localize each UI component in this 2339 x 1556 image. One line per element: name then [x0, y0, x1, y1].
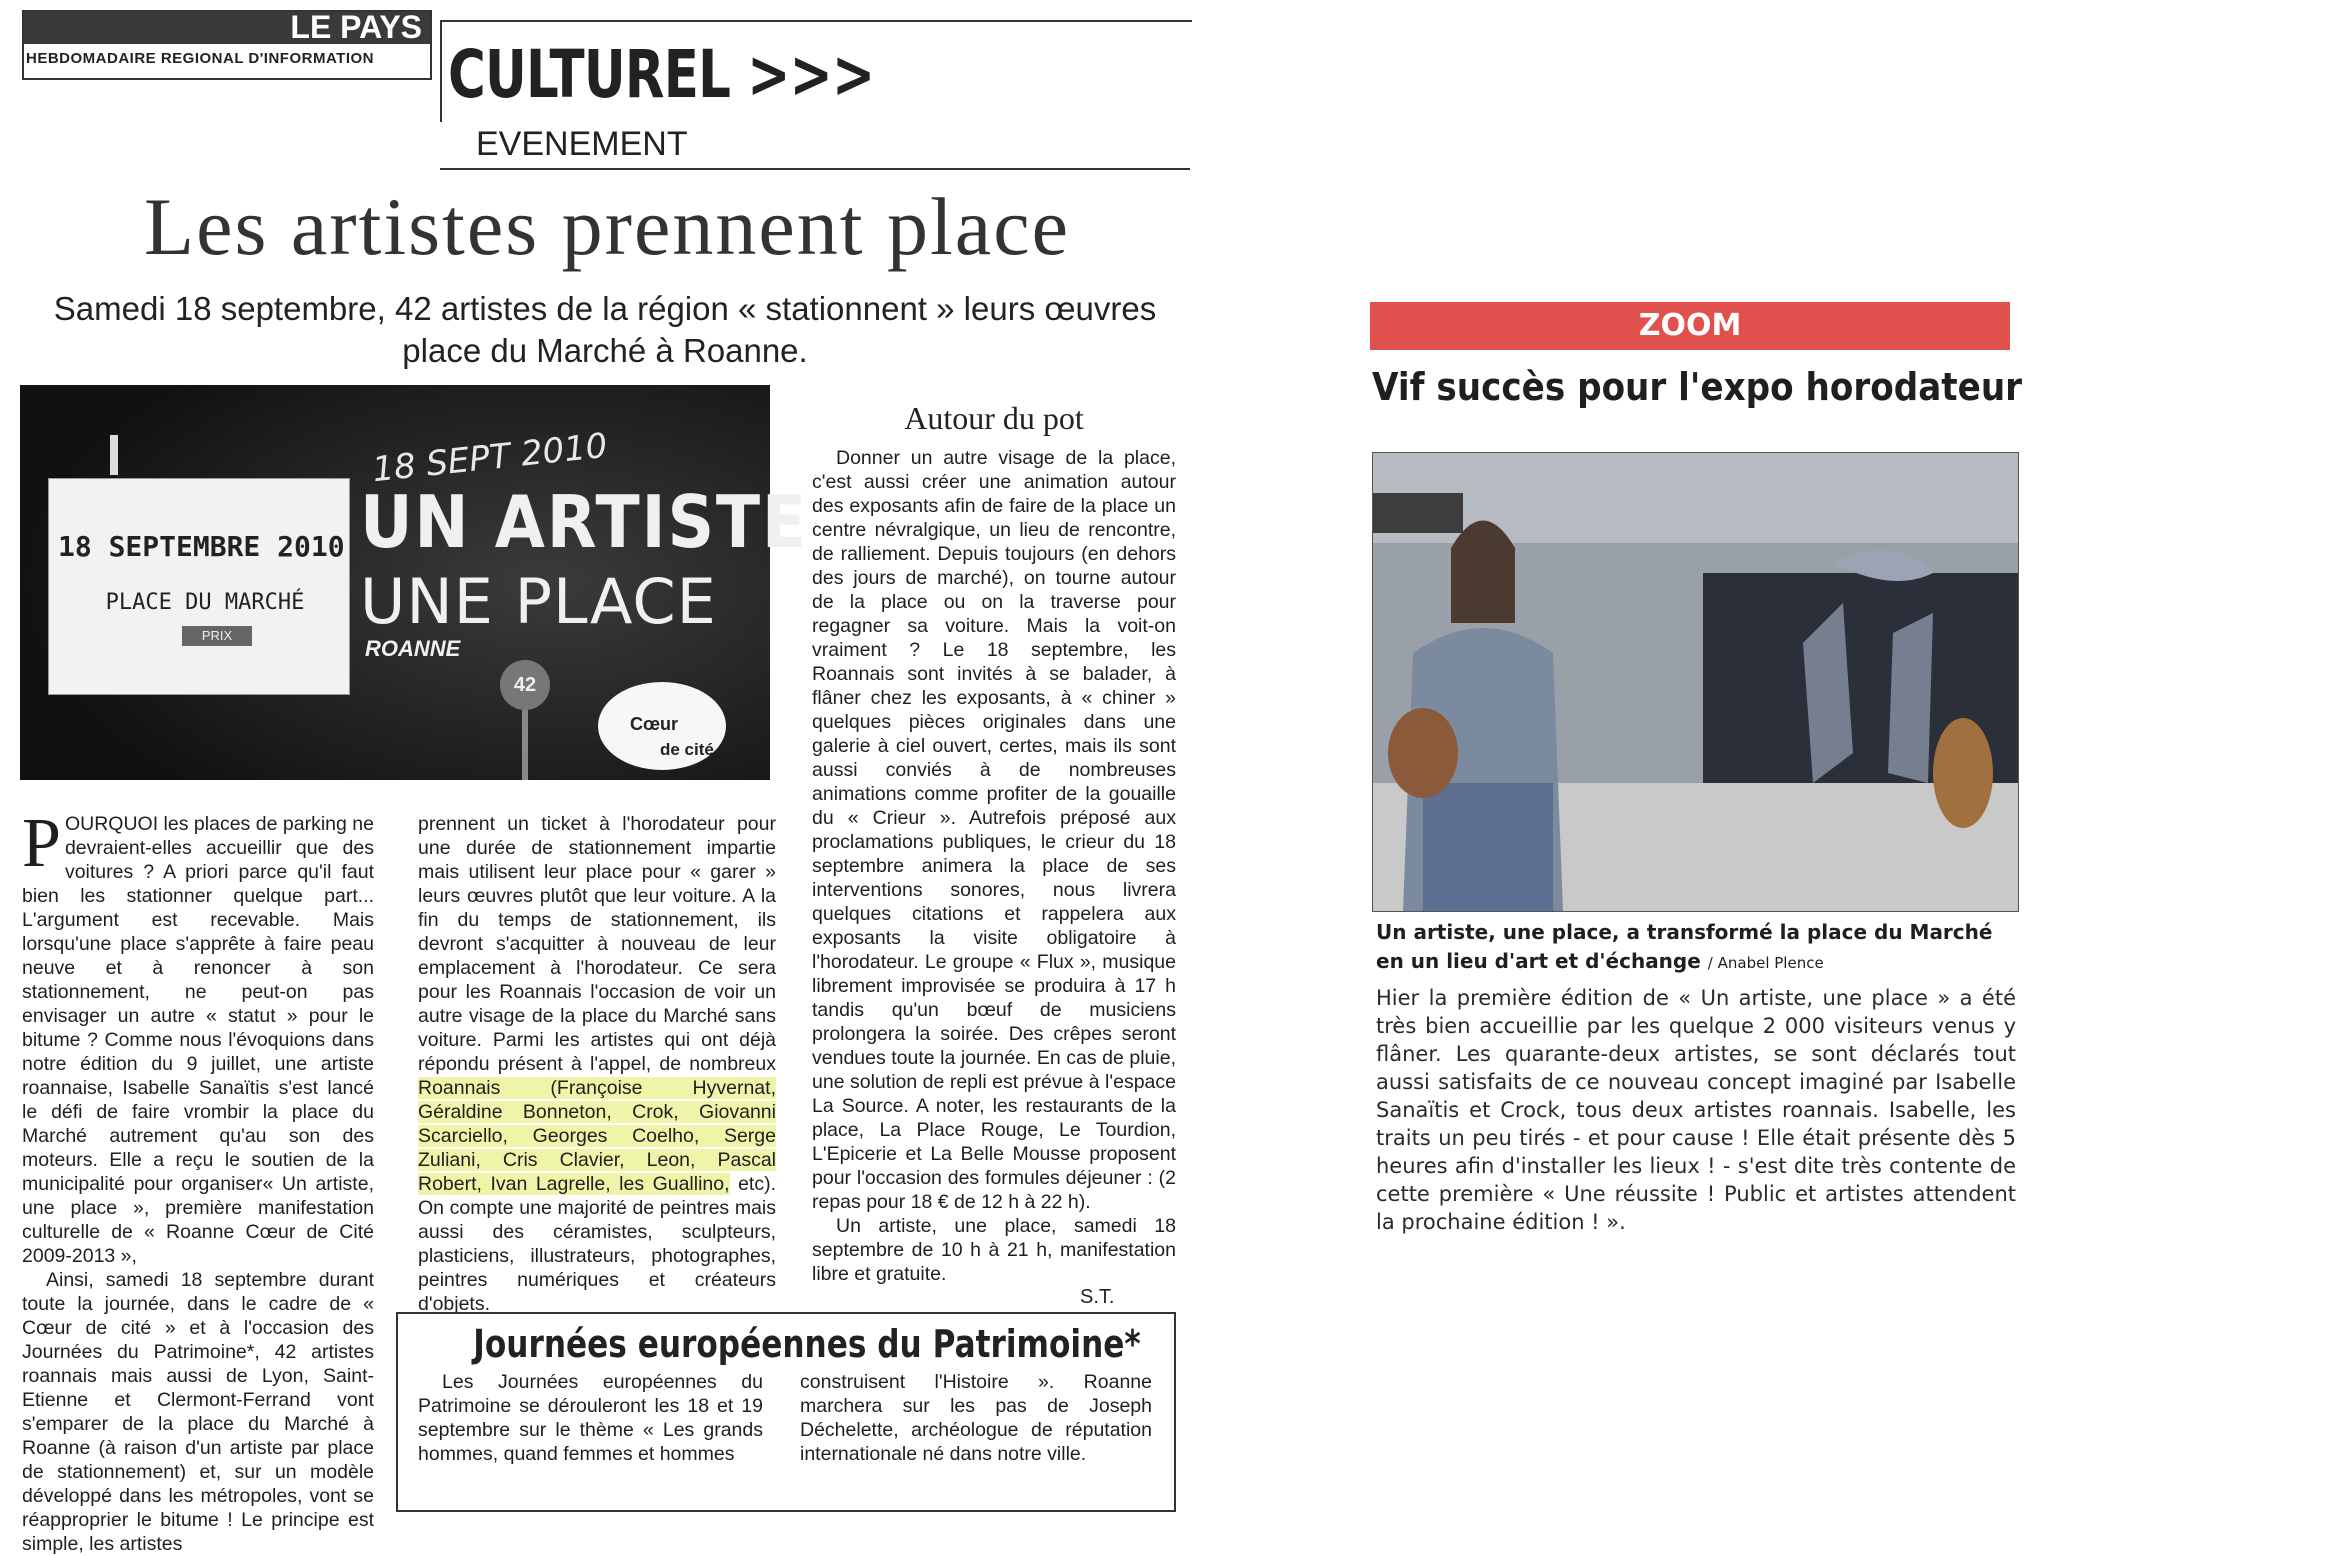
- zoom-headline: Vif succès pour l'expo horodateur: [1372, 365, 2023, 409]
- newspaper-name: LE PAYS: [22, 10, 432, 44]
- article-column-1: [22, 805, 374, 1556]
- column-2-paragraph-end: etc). On compte une majorité de peintres mais aussi des céramistes, sculpteurs, plasticiens, illustrateurs, photographes, peintres numériques et créateurs d'objets.: [418, 1173, 776, 1315]
- section-title: CULTUREL >>>: [448, 36, 875, 113]
- highlighted-artist-list: Roannais (Françoise Hyvernat, Géraldine Bonneton, Crok, Giovanni Scarciello, Georges Coelho, Serge Zuliani, Cris Clavier, Leon, Pascal Robert, Ivan Lagrelle, les Guallino,: [418, 1077, 776, 1195]
- logo-line-1: Cœur: [630, 714, 678, 734]
- patrimoine-box-column-2: construisent l'Histoire ». Roanne marchera sur les pas de Joseph Déchelette, archéologue de réputation internationale né dans notre ville.: [800, 1371, 1152, 1465]
- exhibition-photo-graphic: [1373, 453, 2018, 911]
- column-1-paragraph-2: Ainsi, samedi 18 septembre durant toute la journée, dans le cadre de « Cœur de cité » et à l'occasion des Journées du Patrimoine*, 42 artistes roannais mais aussi de Lyon, Saint-Etienne et Clermont-Ferrand vont s'emparer de la place du Marché à Roanne (à raison d'un artiste par place de stationnement) et, sur un modèle développé dans les métropoles, vont se réapproprier le bitume ! Le principe est simple, les artistes: [22, 1269, 374, 1555]
- ticket-date: 18 SEPTEMBRE 2010: [58, 530, 345, 563]
- poster-title: UN ARTISTE: [360, 480, 809, 564]
- photo-credit: / Anabel Plence: [1707, 954, 1824, 972]
- parking-ticket: [48, 478, 350, 695]
- poster-date: 18 SEPT 2010: [370, 425, 610, 491]
- exhibition-photo: [1372, 452, 2019, 912]
- newspaper-tagline: HEBDOMADAIRE REGIONAL D'INFORMATION: [26, 50, 375, 67]
- poster-city: ROANNE: [365, 636, 461, 661]
- masthead-frame: [22, 10, 432, 80]
- column-1-paragraph-1: OURQUOI les places de parking ne devraient-elles accueillir que des voitures ? A priori parce qu'il faut bien les stationner quelque part... L'argument est recevable. Mais lorsqu'une place s'apprête à faire peau neuve et à renoncer à son stationnement, ne peut-on pas envisager un autre « statut » pour le bitume ? Comme nous l'évoquions dans notre édition du 9 juillet, une artiste roannaise, Isabelle Sanaïtis s'est lancé le défi de faire vrombir la place du Marché autrement qu'au son des moteurs. Elle a reçu le soutien de la municipalité pour organiser« Un artiste, une place », première manifestation culturelle de « Roanne Cœur de Cité 2009-2013 »,: [22, 813, 374, 1267]
- logo-line-2: de cité: [660, 740, 714, 759]
- zoom-rubric: ZOOM: [1638, 308, 1742, 343]
- photo-caption: [1376, 918, 2016, 978]
- patrimoine-box-column-1: Les Journées européennes du Patrimoine se dérouleront les 18 et 19 septembre sur le thème « Les grands hommes, quand femmes et hommes: [418, 1371, 763, 1465]
- badge-42: 42: [500, 660, 550, 710]
- zoom-body-text: Hier la première édition de « Un artiste, une place » a été très bien accueillie par les quelque 2 000 visiteurs venus y flâner. Les quarante-deux artistes, se sont déclarés tout aussi satisfaits de ce nouveau concept imaginé par Isabelle Sanaïtis et Crock, tous deux artistes roannais. Isabelle, les traits un peu tirés - et pour cause ! Elle était présente dès 5 heures afin d'installer les lieux ! - s'est dite très contente de cette première « Une réussite ! Public et artistes attendent la prochaine édition ! ».: [1376, 986, 2016, 1234]
- patrimoine-box-title: Journées européennes du Patrimoine*: [473, 1322, 1141, 1366]
- column-2-paragraph: prennent un ticket à l'horodateur pour une durée de stationnement impartie mais utilisent leur place pour « garer » leurs œuvres plutôt que leur voiture. A la fin du temps de stationnement, ils devront s'acquitter à nouveau de leur emplacement à l'horodateur. Ce sera pour les Roannais l'occasion de voir un autre visage de la place du Marché sans voiture. Parmi les artistes qui ont déjà répondu présent à l'appel, de nombreux: [418, 813, 776, 1075]
- drop-cap: P: [22, 805, 61, 882]
- author-signature: S.T.: [1080, 1286, 1115, 1308]
- rubric-label: EVENEMENT: [440, 122, 1190, 170]
- sidebar-title: Autour du pot: [904, 400, 1084, 436]
- caption-text: Un artiste, une place, a transformé la place du Marché en un lieu d'art et d'échange: [1376, 920, 1993, 973]
- article-headline: Les artistes prennent place: [143, 181, 1070, 272]
- column-3-paragraph-2: Un artiste, une place, samedi 18 septembre de 10 h à 21 h, manifestation libre et gratuite.: [812, 1215, 1176, 1285]
- article-subhead: Samedi 18 septembre, 42 artistes de la région « stationnent » leurs œuvres place du Marché à Roanne.: [53, 290, 1157, 369]
- poster-subtitle: UNE PLACE: [360, 565, 717, 638]
- column-3-paragraph-1: Donner un autre visage de la place, c'est aussi créer une animation autour des exposants afin de faire de la place un centre névralgique, un lieu de rencontre, de ralliement. Depuis toujours (en dehors des jours de marché), on tourne autour de la place ou on la traverse pour regagner sa voiture. Mais la voit-on vraiment ? Le 18 septembre, les Roannais sont invités à se balader, à flâner chez les exposants, à « chiner » quelques pièces originales dans une galerie à ciel ouvert, certes, mais ils sont aussi conviés à de nombreuses animations comme profiter de la gouaille du « Crieur ». Autrefois préposé aux proclamations publiques, le crieur du 18 septembre animera la place de ses interventions sonores, nous livrera quelques citations et rappelera aux exposants la visite obligatoire à l'horodateur. Le groupe « Flux », musique librement improvisée se produira à 17 h tandis qu'un bœuf de musiciens prolongera la soirée. Des crêpes seront vendues toute la journée. En cas de pluie, une solution de repli est prévue à l'espace La Source. A noter, les restaurants de la place, La Place Rouge, Le Tourdion, L'Epicerie et La Belle Mousse proposent pour l'occasion des formules déjeuner : (2 repas pour 18 € de 12 h à 22 h).: [812, 447, 1176, 1213]
- article-column-2: [418, 812, 776, 1316]
- article-column-3: [812, 446, 1176, 1286]
- ticket-prix: PRIX: [182, 626, 252, 646]
- ticket-place: PLACE DU MARCHÉ: [105, 590, 305, 615]
